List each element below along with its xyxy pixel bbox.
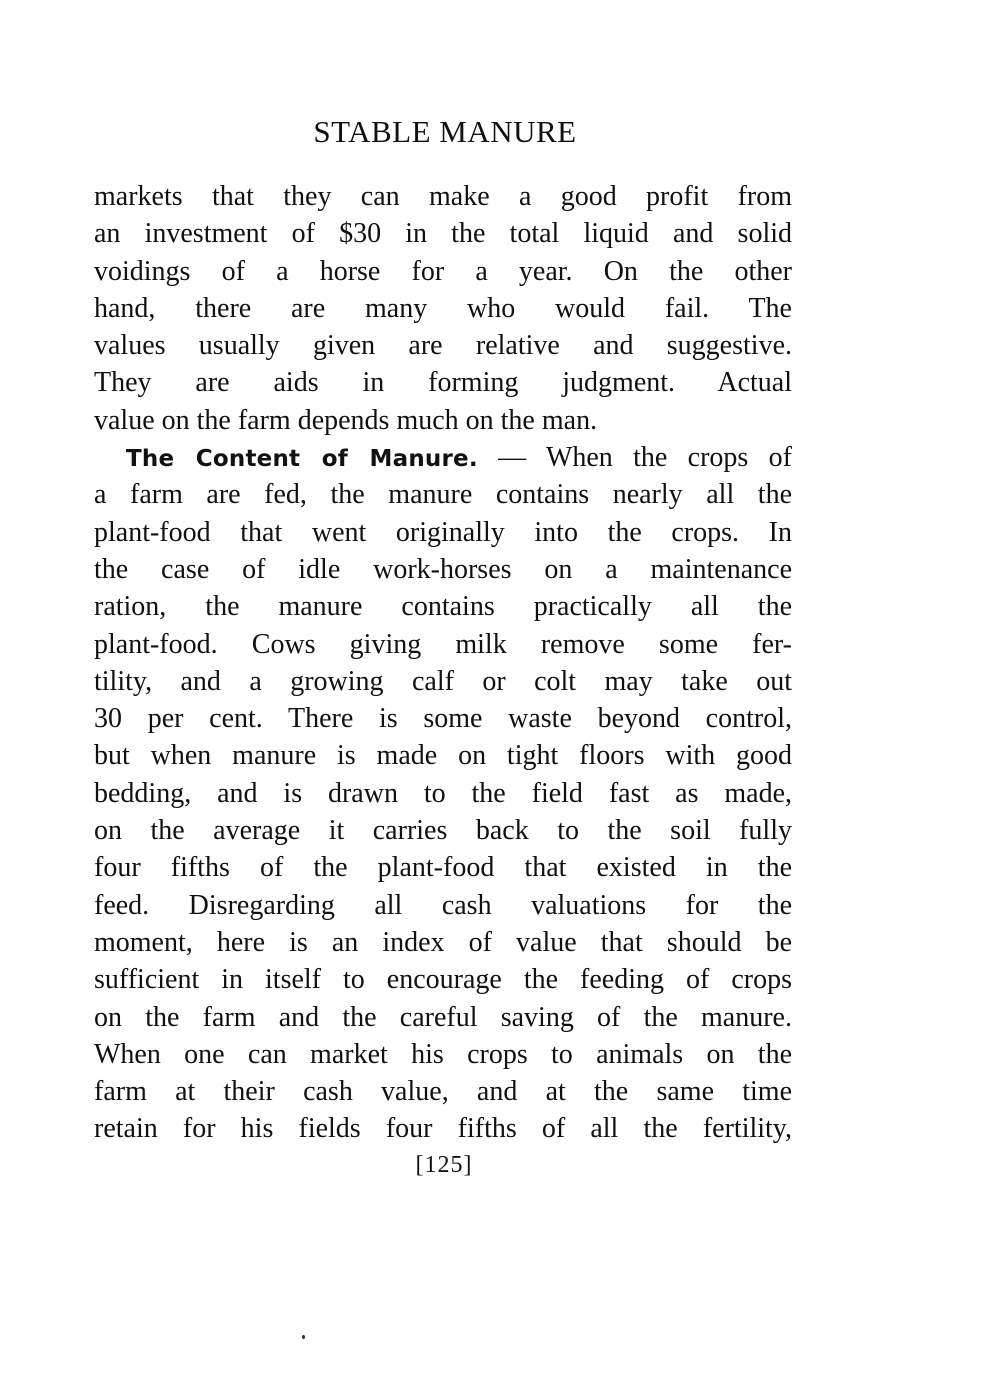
paragraph-1 bbox=[94, 178, 792, 439]
text-line: on the farm and the careful saving of the manure. bbox=[94, 1001, 792, 1033]
text-line: feed. Disregarding all cash valuations for the bbox=[94, 889, 792, 921]
text-line: retain for his fields four fifths of all the fertility, bbox=[94, 1113, 792, 1145]
text-line: voidings of a horse for a year. On the other bbox=[94, 255, 792, 287]
text-line: 30 per cent. There is some waste beyond control, bbox=[94, 703, 792, 735]
text-line: farm at their cash value, and at the same time bbox=[94, 1076, 792, 1108]
text-line: hand, there are many who would fail. The bbox=[94, 292, 792, 324]
text-line: an investment of $30 in the total liquid and solid bbox=[94, 218, 792, 250]
text-line: When one can market his crops to animals on the bbox=[94, 1038, 792, 1070]
text-line: bedding, and is drawn to the field fast as made, bbox=[94, 777, 792, 809]
text-line: tility, and a growing calf or colt may take out bbox=[94, 665, 792, 697]
text-line: ration, the manure contains practically all the bbox=[94, 591, 792, 623]
text-line: They are aids in forming judgment. Actual bbox=[94, 367, 792, 399]
running-head: STABLE MANURE bbox=[313, 114, 577, 149]
scan-speck bbox=[302, 1335, 305, 1339]
text-line: plant-food. Cows giving milk remove some fer- bbox=[94, 628, 792, 660]
paragraph-content-of-manure bbox=[94, 439, 792, 1148]
body-text bbox=[94, 178, 792, 1148]
text-line: value on the farm depends much on the man. bbox=[94, 404, 598, 436]
text-line: on the average it carries back to the soil fully bbox=[94, 815, 792, 847]
section-first-line bbox=[94, 439, 792, 476]
text-line: plant-food that went originally into the crops. In bbox=[94, 516, 792, 548]
text-line: sufficient in itself to encourage the feeding of crops bbox=[94, 964, 792, 996]
text-line: but when manure is made on tight floors with good bbox=[94, 740, 792, 772]
text-line: markets that they can make a good profit from bbox=[94, 181, 792, 212]
text-line: values usually given are relative and suggestive. bbox=[94, 330, 792, 362]
text-line: a farm are fed, the manure contains nearly all the bbox=[94, 479, 792, 511]
section-first-line-text: — When the crops of bbox=[477, 442, 792, 474]
text-line: four fifths of the plant-food that existed in the bbox=[94, 852, 792, 884]
text-line: the case of idle work-horses on a maintenance bbox=[94, 553, 792, 585]
page-number: [125] bbox=[415, 1152, 473, 1178]
text-line: moment, here is an index of value that should be bbox=[94, 926, 792, 958]
section-heading: The Content of Manure. bbox=[126, 446, 478, 473]
